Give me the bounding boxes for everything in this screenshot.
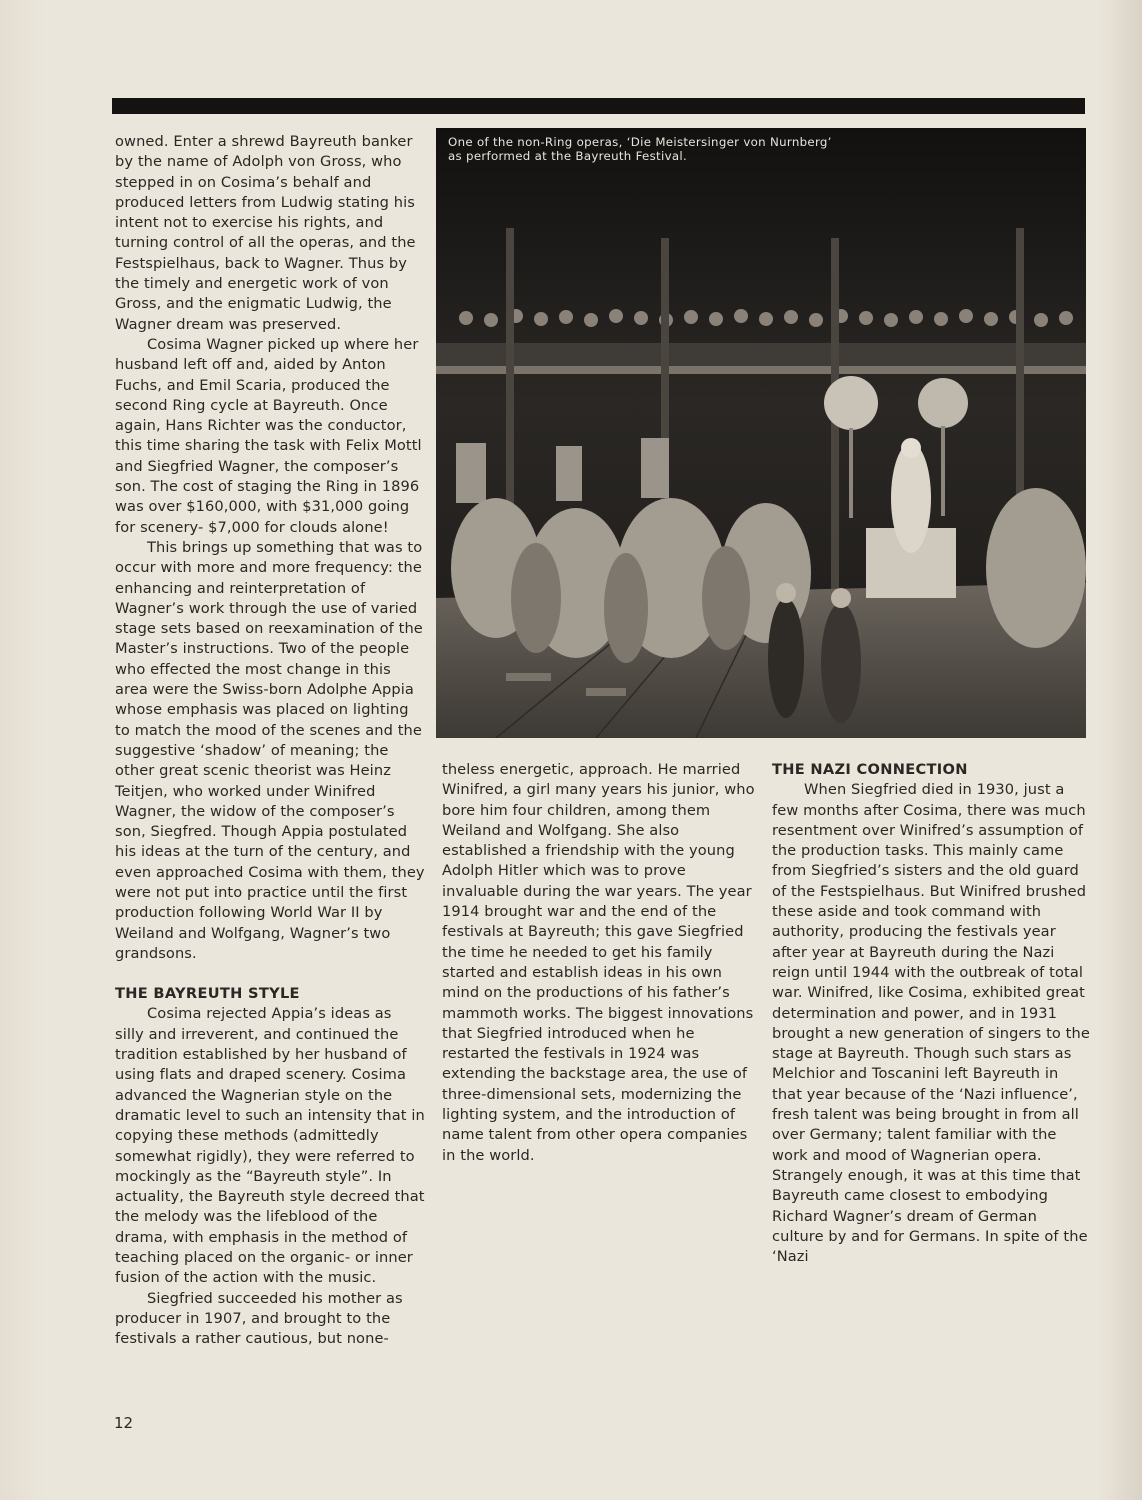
section-heading-bayreuth-style: THE BAYREUTH STYLE <box>115 985 300 1003</box>
caption-line: as performed at the Bayreuth Festival. <box>448 149 688 163</box>
opera-stage-photo <box>436 128 1086 738</box>
section-heading-nazi-connection: THE NAZI CONNECTION <box>772 761 968 778</box>
photo-caption <box>448 135 908 163</box>
paragraph: owned. Enter a shrewd Bayreuth banker by the name of Adolph von Gross, who stepped in on Cosima’s behalf and produced letters from Ludwig stating his intent not to exercise his rights, and turning control of all the operas, and the Festspielhaus, back to Wagner. Thus by the timely and energetic work of von Gross, and the enigmatic Ludwig, the Wagner dream was preserved. <box>115 133 416 333</box>
paragraph: This brings up something that was to occur with more and more frequency: the enhancing and reinterpretation of Wagner’s work through the use of varied stage sets based on reexamination of the Master’s instructions. Two of the people who effected the most change in this area were the Swiss-born Adolphe Appia whose emphasis was placed on lighting to match the mood of the scenes and the suggestive ‘shadow’ of meaning; the other great scenic theorist was Heinz Teitjen, who worked under Winifred Wagner, the widow of the composer’s son, Siegfred. Though Appia postulated his ideas at the turn of the century, and even approached Cosima with them, they were not put into practice until the first production following World War II by Weiland and Wolfgang, Wagner’s two grandsons. <box>115 538 425 962</box>
page-number: 12 <box>114 1414 134 1432</box>
text-column-right <box>772 760 1090 1267</box>
caption-line: One of the non-Ring operas, ‘Die Meistersinger von Nurnberg’ <box>448 135 832 149</box>
paragraph: When Siegfried died in 1930, just a few months after Cosima, there was much resentment over Winifred’s assumption of the production tasks. This mainly came from Siegfried’s sisters and the old guard of the Festspielhaus. But Winifred brushed these aside and took command with authority, producing the festivals year after year at Bayreuth during the Nazi reign until 1944 with the outbreak of total war. Winifred, like Cosima, exhibited great determination and power, and in 1931 brought a new generation of singers to the stage at Bayreuth. Though such stars as Melchior and Toscanini left Bayreuth in that year because of the ‘Nazi influence’, fresh talent was being brought in from all over Germany; talent familiar with the work and mood of Wagnerian opera. Strangely enough, it was at this time that Bayreuth came closest to embodying Richard Wagner’s dream of German culture by and for Germans. In spite of the ‘Nazi <box>772 781 1090 1266</box>
paragraph: Cosima Wagner picked up where her husband left off and, aided by Anton Fuchs, and Emil Scaria, produced the second Ring cycle at Bayreuth. Once again, Hans Richter was the conductor, this time sharing the task with Felix Mottl and Siegfried Wagner, the composer’s son. The cost of staging the Ring in 1896 was over $160,000, with $31,000 going for scenery- $7,000 for clouds alone! <box>115 335 422 536</box>
stage-scene-illustration <box>436 128 1086 738</box>
text-column-left <box>115 132 425 1350</box>
text-column-middle <box>442 760 757 1166</box>
paragraph: theless energetic, approach. He married Winifred, a girl many years his junior, who bore him four children, among them Weiland and Wolfgang. She also established a friendship with the young Adolph Hitler which was to prove invaluable during the war years. The year 1914 brought war and the end of the festivals at Bayreuth; this gave Siegfried the time he needed to get his family started and establish ideas in his own mind on the productions of his father’s mammoth works. The biggest innovations that Siegfried introduced when he restarted the festivals in 1924 was extending the backstage area, the use of three-dimensional sets, modernizing the lighting system, and the introduction of name talent from other opera companies in the world. <box>442 761 755 1164</box>
top-rule-bar <box>112 98 1085 114</box>
paragraph: Cosima rejected Appia’s ideas as silly and irreverent, and continued the tradition established by her husband of using flats and draped scenery. Cosima advanced the Wagnerian style on the dramatic level to such an intensity that in copying these methods (admittedly somewhat rigidly), they were referred to mockingly as the “Bayreuth style”. In actuality, the Bayreuth style decreed that the melody was the lifeblood of the drama, with emphasis in the method of teaching placed on the organic- or inner fusion of the action with the music. <box>115 1005 425 1287</box>
paragraph: Siegfried succeeded his mother as producer in 1907, and brought to the festivals a rather cautious, but none- <box>115 1289 403 1348</box>
